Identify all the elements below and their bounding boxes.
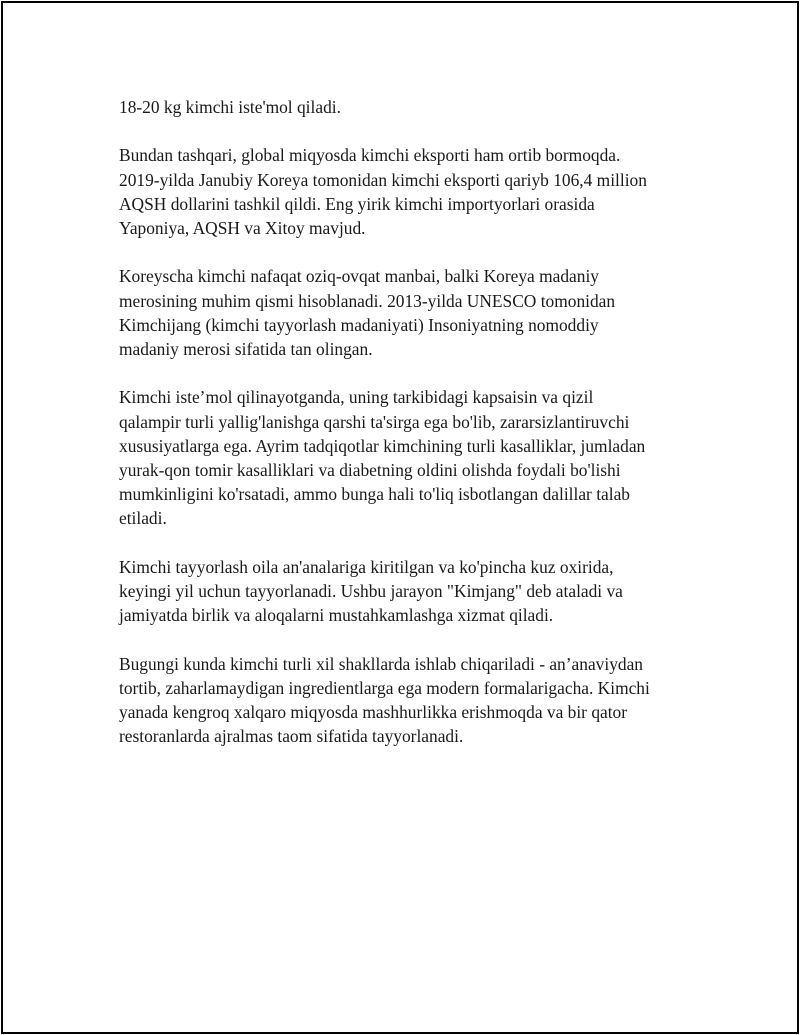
paragraph-4: Kimchi iste’mol qilinayotganda, uning tarkibidagi kapsaisin va qizil qalampir turli yallig'lanishga qarshi ta'sirga ega bo'lib, zararsizlantiruvchi xususiyatlarga ega. Ayrim tadqiqotlar kimchining turli kasalliklar, jumladan yurak-qon tomir kasalliklari va diabetning oldini olishda foydali bo'lishi mumkinligini ko'rsatadi, ammo bunga hali to'liq isbotlangan dalillar talab etiladi. <box>119 387 646 529</box>
paragraph-5: Kimchi tayyorlash oila an'analariga kiritilgan va ko'pincha kuz oxirida, keyingi yil uchun tayyorlanadi. Ushbu jarayon "Kimjang" deb ataladi va jamiyatda birlik va aloqalarni mustahkamlashga xizmat qiladi. <box>119 556 623 626</box>
paragraph-1: 18-20 kg kimchi iste'mol qiladi. <box>119 97 341 117</box>
document-page <box>1 1 799 1034</box>
paragraph-3: Koreyscha kimchi nafaqat oziq-ovqat manbai, balki Koreya madaniy merosining muhim qismi hisoblanadi. 2013-yilda UNESCO tomonidan Kimchijang (kimchi tayyorlash madaniyati) Insoniyatning nomoddiy madaniy merosi sifatida tan olingan. <box>119 266 616 359</box>
document-body <box>119 95 689 748</box>
paragraph-6: Bugungi kunda kimchi turli xil shakllarda ishlab chiqariladi - an’anaviydan tortib, zaharlamaydigan ingredientlarga ega modern formalarigacha. Kimchi yanada kengroq xalqaro miqyosda mashhurlikka erishmoqda va bir qator restoranlarda ajralmas taom sifatida tayyorlanadi. <box>119 653 650 747</box>
paragraph-2: Bundan tashqari, global miqyosda kimchi eksporti ham ortib bormoqda. 2019-yilda Janubiy Koreya tomonidan kimchi eksporti qariyb 106,4 million AQSH dollarini tashkil qildi. Eng yirik kimchi importyorlari orasida Yaponiya, AQSH va Xitoy mavjud. <box>119 145 647 238</box>
